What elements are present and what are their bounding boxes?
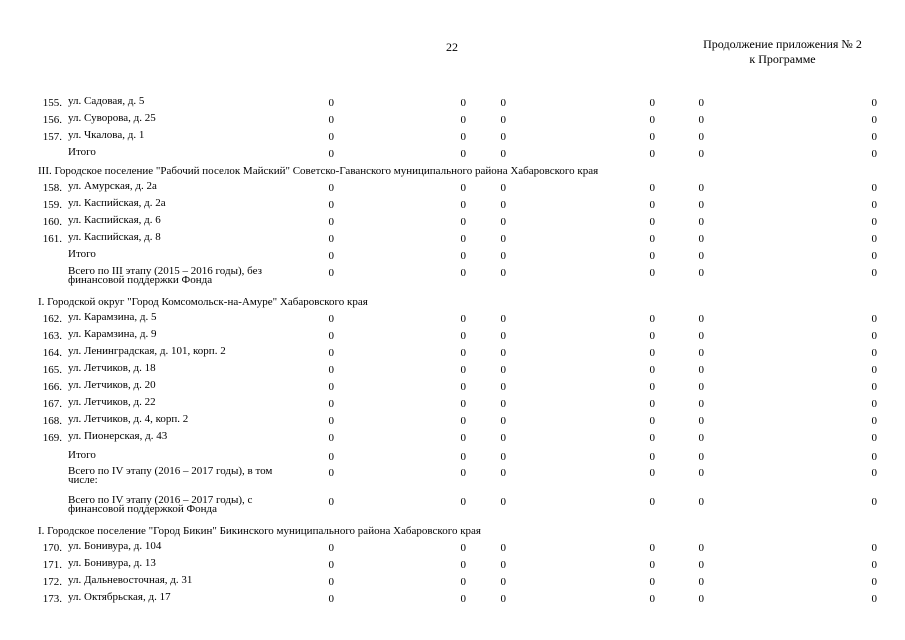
- value-cell: 0: [698, 313, 704, 325]
- value-cell: 0: [871, 233, 877, 245]
- value-cell: 0: [328, 467, 334, 479]
- value-cell: 0: [649, 97, 655, 109]
- value-cell: 0: [460, 250, 466, 262]
- appendix-note-line1: Продолжение приложения № 2: [703, 37, 862, 51]
- row-number: 169.: [42, 432, 62, 444]
- value-cell: 0: [649, 131, 655, 143]
- value-cell: 0: [698, 467, 704, 479]
- value-cell: 0: [649, 381, 655, 393]
- value-cell: 0: [871, 114, 877, 126]
- value-cell: 0: [649, 182, 655, 194]
- section-heading: I. Городской округ "Город Комсомольск-на-Амуре" Хабаровского края: [38, 296, 368, 308]
- value-cell: 0: [500, 496, 506, 508]
- row-number: 173.: [42, 593, 62, 605]
- value-cell: 0: [649, 216, 655, 228]
- value-cell: 0: [649, 415, 655, 427]
- value-cell: 0: [698, 131, 704, 143]
- value-cell: 0: [460, 114, 466, 126]
- row-address: ул. Летчиков, д. 20: [68, 379, 156, 391]
- value-cell: 0: [500, 216, 506, 228]
- value-cell: 0: [500, 364, 506, 376]
- value-cell: 0: [698, 250, 704, 262]
- row-address: ул. Чкалова, д. 1: [68, 129, 145, 141]
- row-address: Итого: [68, 146, 96, 158]
- value-cell: 0: [328, 381, 334, 393]
- value-cell: 0: [500, 250, 506, 262]
- value-cell: 0: [698, 542, 704, 554]
- row-address: ул. Каспийская, д. 2а: [68, 197, 166, 209]
- row-number: 172.: [42, 576, 62, 588]
- value-cell: 0: [698, 114, 704, 126]
- row-address: ул. Дальневосточная, д. 31: [68, 574, 193, 586]
- value-cell: 0: [328, 576, 334, 588]
- row-address: ул. Октябрьская, д. 17: [68, 591, 171, 603]
- value-cell: 0: [649, 559, 655, 571]
- value-cell: 0: [698, 148, 704, 160]
- value-cell: 0: [649, 467, 655, 479]
- value-cell: 0: [500, 432, 506, 444]
- value-cell: 0: [328, 364, 334, 376]
- value-cell: 0: [328, 216, 334, 228]
- value-cell: 0: [460, 313, 466, 325]
- value-cell: 0: [500, 330, 506, 342]
- row-address: ул. Ленинградская, д. 101, корп. 2: [68, 345, 226, 357]
- value-cell: 0: [500, 182, 506, 194]
- value-cell: 0: [500, 267, 506, 279]
- value-cell: 0: [500, 593, 506, 605]
- value-cell: 0: [460, 432, 466, 444]
- value-cell: 0: [500, 467, 506, 479]
- page-number: 22: [446, 40, 458, 54]
- value-cell: 0: [328, 542, 334, 554]
- value-cell: 0: [871, 131, 877, 143]
- value-cell: 0: [649, 542, 655, 554]
- value-cell: 0: [500, 233, 506, 245]
- value-cell: 0: [698, 432, 704, 444]
- appendix-note-line2: к Программе: [749, 52, 816, 66]
- value-cell: 0: [649, 148, 655, 160]
- value-cell: 0: [460, 364, 466, 376]
- row-address: ул. Пионерская, д. 43: [68, 430, 168, 442]
- value-cell: 0: [500, 415, 506, 427]
- value-cell: 0: [328, 199, 334, 211]
- value-cell: 0: [871, 148, 877, 160]
- value-cell: 0: [460, 451, 466, 463]
- row-number: 165.: [42, 364, 62, 376]
- value-cell: 0: [500, 381, 506, 393]
- value-cell: 0: [460, 398, 466, 410]
- value-cell: 0: [649, 199, 655, 211]
- row-address: ул. Карамзина, д. 9: [68, 328, 157, 340]
- value-cell: 0: [328, 131, 334, 143]
- row-address: Всего по III этапу (2015 – 2016 годы), без финансовой поддержки Фонда: [68, 265, 262, 286]
- value-cell: 0: [460, 467, 466, 479]
- value-cell: 0: [500, 97, 506, 109]
- value-cell: 0: [649, 250, 655, 262]
- row-address: Всего по IV этапу (2016 – 2017 годы), в том числе:: [68, 465, 273, 486]
- value-cell: 0: [328, 114, 334, 126]
- value-cell: 0: [328, 451, 334, 463]
- row-address: ул. Летчиков, д. 4, корп. 2: [68, 413, 189, 425]
- value-cell: 0: [460, 496, 466, 508]
- value-cell: 0: [500, 114, 506, 126]
- value-cell: 0: [871, 199, 877, 211]
- value-cell: 0: [649, 330, 655, 342]
- value-cell: 0: [871, 415, 877, 427]
- value-cell: 0: [871, 182, 877, 194]
- row-address: ул. Каспийская, д. 6: [68, 214, 161, 226]
- value-cell: 0: [500, 559, 506, 571]
- value-cell: 0: [698, 97, 704, 109]
- value-cell: 0: [328, 267, 334, 279]
- value-cell: 0: [871, 216, 877, 228]
- value-cell: 0: [460, 330, 466, 342]
- row-address: ул. Летчиков, д. 18: [68, 362, 156, 374]
- value-cell: 0: [500, 131, 506, 143]
- value-cell: 0: [460, 415, 466, 427]
- value-cell: 0: [871, 496, 877, 508]
- value-cell: 0: [649, 347, 655, 359]
- value-cell: 0: [460, 542, 466, 554]
- value-cell: 0: [698, 233, 704, 245]
- row-number: 167.: [42, 398, 62, 410]
- value-cell: 0: [698, 451, 704, 463]
- row-number: 156.: [42, 114, 62, 126]
- value-cell: 0: [871, 542, 877, 554]
- value-cell: 0: [698, 267, 704, 279]
- row-address: ул. Карамзина, д. 5: [68, 311, 157, 323]
- section-heading: III. Городское поселение "Рабочий поселок Майский" Советско-Гаванского муниципального района Хабаровского края: [38, 165, 599, 177]
- value-cell: 0: [460, 381, 466, 393]
- value-cell: 0: [460, 593, 466, 605]
- row-number: 155.: [42, 97, 62, 109]
- row-number: 163.: [42, 330, 62, 342]
- value-cell: 0: [871, 97, 877, 109]
- value-cell: 0: [500, 576, 506, 588]
- value-cell: 0: [328, 432, 334, 444]
- row-number: 158.: [42, 182, 62, 194]
- value-cell: 0: [871, 593, 877, 605]
- value-cell: 0: [649, 451, 655, 463]
- value-cell: 0: [698, 576, 704, 588]
- value-cell: 0: [460, 131, 466, 143]
- value-cell: 0: [460, 347, 466, 359]
- row-number: 170.: [42, 542, 62, 554]
- value-cell: 0: [698, 182, 704, 194]
- row-address: ул. Каспийская, д. 8: [68, 231, 161, 243]
- row-number: 160.: [42, 216, 62, 228]
- value-cell: 0: [328, 593, 334, 605]
- value-cell: 0: [649, 313, 655, 325]
- section-heading: I. Городское поселение "Город Бикин" Бикинского муниципального района Хабаровского края: [38, 525, 481, 537]
- value-cell: 0: [500, 542, 506, 554]
- value-cell: 0: [328, 97, 334, 109]
- value-cell: 0: [460, 233, 466, 245]
- value-cell: 0: [649, 576, 655, 588]
- row-number: 161.: [42, 233, 62, 245]
- value-cell: 0: [328, 313, 334, 325]
- value-cell: 0: [460, 97, 466, 109]
- value-cell: 0: [698, 364, 704, 376]
- value-cell: 0: [871, 267, 877, 279]
- value-cell: 0: [698, 496, 704, 508]
- value-cell: 0: [871, 559, 877, 571]
- value-cell: 0: [871, 398, 877, 410]
- value-cell: 0: [328, 559, 334, 571]
- row-address: ул. Летчиков, д. 22: [68, 396, 156, 408]
- value-cell: 0: [871, 381, 877, 393]
- value-cell: 0: [460, 148, 466, 160]
- value-cell: 0: [871, 250, 877, 262]
- value-cell: 0: [871, 330, 877, 342]
- value-cell: 0: [500, 398, 506, 410]
- value-cell: 0: [500, 148, 506, 160]
- row-number: 168.: [42, 415, 62, 427]
- value-cell: 0: [698, 415, 704, 427]
- value-cell: 0: [460, 559, 466, 571]
- value-cell: 0: [500, 313, 506, 325]
- value-cell: 0: [649, 114, 655, 126]
- row-address: ул. Бонивура, д. 13: [68, 557, 156, 569]
- value-cell: 0: [328, 415, 334, 427]
- value-cell: 0: [871, 467, 877, 479]
- value-cell: 0: [698, 347, 704, 359]
- value-cell: 0: [698, 330, 704, 342]
- value-cell: 0: [649, 432, 655, 444]
- value-cell: 0: [328, 182, 334, 194]
- value-cell: 0: [500, 451, 506, 463]
- value-cell: 0: [649, 364, 655, 376]
- value-cell: 0: [460, 199, 466, 211]
- row-address: Итого: [68, 248, 96, 260]
- value-cell: 0: [649, 496, 655, 508]
- value-cell: 0: [500, 199, 506, 211]
- value-cell: 0: [871, 347, 877, 359]
- value-cell: 0: [698, 216, 704, 228]
- value-cell: 0: [871, 451, 877, 463]
- row-address: ул. Суворова, д. 25: [68, 112, 156, 124]
- value-cell: 0: [328, 496, 334, 508]
- value-cell: 0: [328, 347, 334, 359]
- value-cell: 0: [460, 182, 466, 194]
- value-cell: 0: [328, 250, 334, 262]
- value-cell: 0: [328, 330, 334, 342]
- value-cell: 0: [460, 576, 466, 588]
- row-number: 171.: [42, 559, 62, 571]
- value-cell: 0: [328, 233, 334, 245]
- value-cell: 0: [649, 593, 655, 605]
- value-cell: 0: [500, 347, 506, 359]
- value-cell: 0: [460, 216, 466, 228]
- value-cell: 0: [698, 398, 704, 410]
- value-cell: 0: [328, 148, 334, 160]
- value-cell: 0: [871, 313, 877, 325]
- value-cell: 0: [698, 381, 704, 393]
- value-cell: 0: [460, 267, 466, 279]
- value-cell: 0: [698, 199, 704, 211]
- value-cell: 0: [649, 267, 655, 279]
- value-cell: 0: [649, 398, 655, 410]
- row-address: ул. Садовая, д. 5: [68, 95, 145, 107]
- row-number: 159.: [42, 199, 62, 211]
- value-cell: 0: [871, 364, 877, 376]
- row-number: 164.: [42, 347, 62, 359]
- value-cell: 0: [698, 593, 704, 605]
- row-address: Итого: [68, 449, 96, 461]
- value-cell: 0: [871, 576, 877, 588]
- row-address: Всего по IV этапу (2016 – 2017 годы), с финансовой поддержкой Фонда: [68, 494, 253, 515]
- row-number: 157.: [42, 131, 62, 143]
- value-cell: 0: [328, 398, 334, 410]
- row-address: ул. Амурская, д. 2а: [68, 180, 157, 192]
- value-cell: 0: [698, 559, 704, 571]
- row-number: 166.: [42, 381, 62, 393]
- value-cell: 0: [871, 432, 877, 444]
- row-address: ул. Бонивура, д. 104: [68, 540, 162, 552]
- value-cell: 0: [649, 233, 655, 245]
- row-number: 162.: [42, 313, 62, 325]
